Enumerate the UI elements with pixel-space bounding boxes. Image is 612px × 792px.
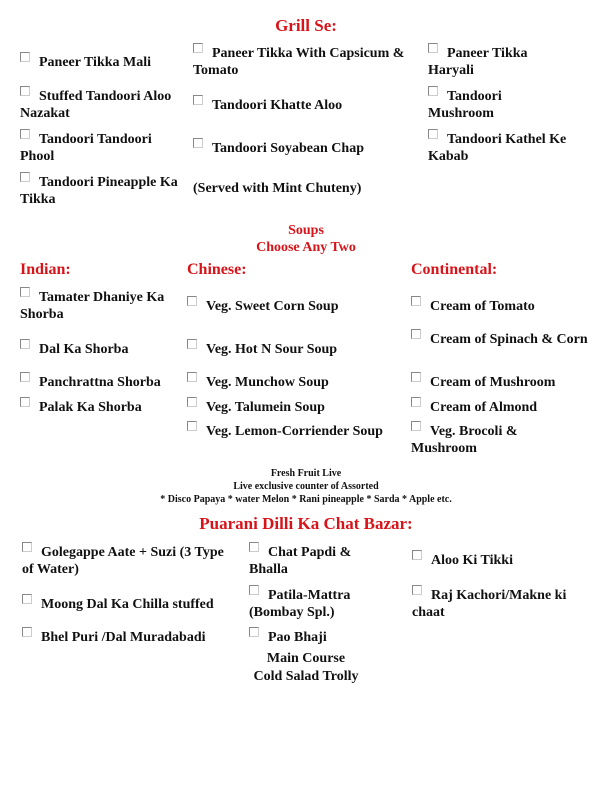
soup-item[interactable]: Cream of Tomato xyxy=(411,296,601,315)
grill-item[interactable]: Stuffed Tandoori Aloo Nazakat xyxy=(20,86,180,122)
grill-item[interactable]: Tandoori Mushroom xyxy=(428,86,558,122)
checkbox-icon[interactable] xyxy=(249,627,259,637)
grill-note: (Served with Mint Chuteny) xyxy=(193,181,362,196)
grill-item[interactable]: Tandoori Khatte Aloo xyxy=(193,95,425,114)
chat-title: Puarani Dilli Ka Chat Bazar: xyxy=(199,514,413,533)
chat-item[interactable]: Golegappe Aate + Suzi (3 Type of Water) xyxy=(22,542,237,578)
grill-item[interactable]: Tandoori Kathel Ke Kabab xyxy=(428,129,598,165)
checkbox-icon[interactable] xyxy=(411,397,421,407)
soup-item[interactable]: Veg. Brocoli & Mushroom xyxy=(411,421,551,457)
chat-item[interactable]: Patila-Mattra (Bombay Spl.) xyxy=(249,585,389,621)
soup-item[interactable]: Veg. Lemon-Corriender Soup xyxy=(187,421,387,440)
checkbox-icon[interactable] xyxy=(411,372,421,382)
checkbox-icon[interactable] xyxy=(193,138,203,148)
salad-label: Cold Salad Trolly xyxy=(253,669,359,684)
chat-item[interactable]: Pao Bhaji xyxy=(249,627,389,646)
chat-item[interactable]: Aloo Ki Tikki xyxy=(412,550,602,569)
soup-item[interactable]: Veg. Talumein Soup xyxy=(187,397,407,416)
checkbox-icon[interactable] xyxy=(412,585,422,595)
checkbox-icon[interactable] xyxy=(193,95,203,105)
checkbox-icon[interactable] xyxy=(22,627,32,637)
checkbox-icon[interactable] xyxy=(20,397,30,407)
checkbox-icon[interactable] xyxy=(20,86,30,96)
chat-item[interactable]: Chat Papdi & Bhalla xyxy=(249,542,389,578)
soup-item[interactable]: Veg. Munchow Soup xyxy=(187,372,407,391)
checkbox-icon[interactable] xyxy=(428,129,438,139)
soups-title: Soups xyxy=(288,223,324,238)
checkbox-icon[interactable] xyxy=(22,542,32,552)
checkbox-icon[interactable] xyxy=(411,421,421,431)
checkbox-icon[interactable] xyxy=(249,542,259,552)
soup-item[interactable]: Cream of Mushroom xyxy=(411,372,601,391)
checkbox-icon[interactable] xyxy=(20,339,30,349)
checkbox-icon[interactable] xyxy=(187,421,197,431)
chat-item[interactable]: Moong Dal Ka Chilla stuffed xyxy=(22,594,247,613)
checkbox-icon[interactable] xyxy=(187,296,197,306)
chinese-title: Chinese: xyxy=(187,261,247,278)
grill-item[interactable]: Tandoori Tandoori Phool xyxy=(20,129,188,165)
checkbox-icon[interactable] xyxy=(20,129,30,139)
soup-item[interactable]: Cream of Almond xyxy=(411,397,601,416)
fruit-line-3: * Disco Papaya * water Melon * Rani pineapple * Sarda * Apple etc. xyxy=(160,494,452,505)
indian-title: Indian: xyxy=(20,261,71,278)
continental-title: Continental: xyxy=(411,261,498,278)
fruit-line-1: Fresh Fruit Live xyxy=(270,468,342,479)
grill-item[interactable]: Paneer Tikka With Capsicum & Tomato xyxy=(193,43,425,79)
checkbox-icon[interactable] xyxy=(20,52,30,62)
fruit-line-2: Live exclusive counter of Assorted xyxy=(233,481,379,492)
grill-item[interactable]: Tandoori Pineapple Ka Tikka xyxy=(20,172,192,208)
chat-item[interactable]: Raj Kachori/Makne ki chaat xyxy=(412,585,602,621)
soup-item[interactable]: Palak Ka Shorba xyxy=(20,397,185,416)
soup-item[interactable]: Panchrattna Shorba xyxy=(20,372,188,391)
checkbox-icon[interactable] xyxy=(428,43,438,53)
checkbox-icon[interactable] xyxy=(187,339,197,349)
soup-item[interactable]: Veg. Hot N Sour Soup xyxy=(187,339,407,358)
checkbox-icon[interactable] xyxy=(412,550,422,560)
grill-item[interactable]: Paneer Tikka Mali xyxy=(20,52,190,71)
checkbox-icon[interactable] xyxy=(193,43,203,53)
grill-item[interactable]: Tandoori Soyabean Chap xyxy=(193,138,425,157)
checkbox-icon[interactable] xyxy=(249,585,259,595)
checkbox-icon[interactable] xyxy=(20,372,30,382)
grill-title: Grill Se: xyxy=(275,16,337,35)
checkbox-icon[interactable] xyxy=(187,397,197,407)
checkbox-icon[interactable] xyxy=(411,329,421,339)
soup-item[interactable]: Cream of Spinach & Corn xyxy=(411,329,591,348)
soup-item[interactable]: Veg. Sweet Corn Soup xyxy=(187,296,407,315)
soups-subtitle: Choose Any Two xyxy=(256,240,356,255)
checkbox-icon[interactable] xyxy=(20,287,30,297)
checkbox-icon[interactable] xyxy=(22,594,32,604)
checkbox-icon[interactable] xyxy=(411,296,421,306)
soup-item[interactable]: Dal Ka Shorba xyxy=(20,339,185,358)
soup-item[interactable]: Tamater Dhaniye Ka Shorba xyxy=(20,287,180,323)
chat-item[interactable]: Bhel Puri /Dal Muradabadi xyxy=(22,627,247,646)
checkbox-icon[interactable] xyxy=(428,86,438,96)
main-course-label: Main Course xyxy=(266,651,346,666)
checkbox-icon[interactable] xyxy=(20,172,30,182)
grill-item[interactable]: Paneer Tikka Haryali xyxy=(428,43,558,79)
checkbox-icon[interactable] xyxy=(187,372,197,382)
